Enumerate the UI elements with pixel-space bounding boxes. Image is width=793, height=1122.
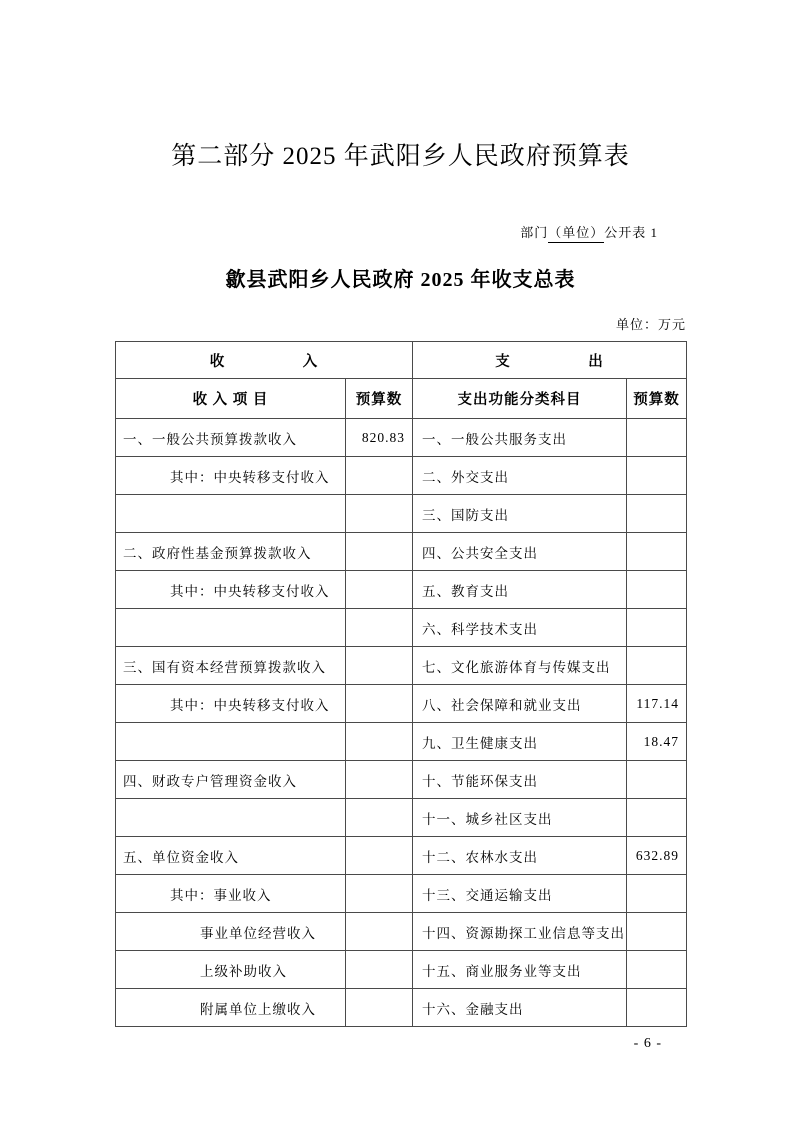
section-title: 第二部分 2025 年武阳乡人民政府预算表 (171, 143, 630, 170)
income-item-cell: 三、国有资本经营预算拨款收入 (116, 647, 346, 685)
expense-budget-cell (627, 609, 687, 647)
expense-budget-cell: 117.14 (627, 685, 687, 723)
income-group-header: 收 入 (116, 342, 413, 379)
income-budget-cell (346, 799, 413, 837)
column-header-row (116, 379, 687, 419)
income-item-cell (116, 495, 346, 533)
expense-budget-cell (627, 419, 687, 457)
income-item-cell (116, 799, 346, 837)
table-row (116, 685, 687, 723)
income-item-cell (116, 723, 346, 761)
income-item-cell: 其中：事业收入 (116, 875, 346, 913)
income-budget-cell (346, 951, 413, 989)
income-budget-cell (346, 533, 413, 571)
expense-item-cell: 十六、金融支出 (413, 989, 627, 1027)
expense-item-cell: 三、国防支出 (413, 495, 627, 533)
expense-budget-cell (627, 951, 687, 989)
unit-note: 单位：万元 (615, 317, 686, 332)
table-row (116, 799, 687, 837)
expense-budget-column-header: 预算数 (627, 379, 687, 419)
expense-group-header: 支 出 (413, 342, 687, 379)
table-row (116, 837, 687, 875)
form-label-suffix: 公开表 1 (604, 225, 658, 240)
expense-item-cell: 四、公共安全支出 (413, 533, 627, 571)
income-item-cell (116, 609, 346, 647)
income-budget-cell (346, 647, 413, 685)
form-label-prefix: 部门 (520, 225, 549, 240)
table-row (116, 875, 687, 913)
form-label (115, 224, 686, 242)
income-item-column-header: 收 入 项 目 (116, 379, 346, 419)
income-budget-cell (346, 571, 413, 609)
income-item-cell: 其中：中央转移支付收入 (116, 571, 346, 609)
expense-budget-cell: 632.89 (627, 837, 687, 875)
form-label-underlined: （单位） (548, 225, 604, 243)
expense-budget-cell (627, 571, 687, 609)
expense-item-cell: 八、社会保障和就业支出 (413, 685, 627, 723)
expense-item-cell: 一、一般公共服务支出 (413, 419, 627, 457)
table-row (116, 609, 687, 647)
table-row (116, 913, 687, 951)
income-budget-cell (346, 723, 413, 761)
expense-item-cell: 十一、城乡社区支出 (413, 799, 627, 837)
income-budget-column-header: 预算数 (346, 379, 413, 419)
table-row (116, 571, 687, 609)
income-budget-cell (346, 761, 413, 799)
expense-budget-cell (627, 989, 687, 1027)
expense-budget-cell (627, 761, 687, 799)
table-body (116, 419, 687, 1027)
expense-item-cell: 九、卫生健康支出 (413, 723, 627, 761)
expense-budget-cell (627, 495, 687, 533)
expense-item-cell: 七、文化旅游体育与传媒支出 (413, 647, 627, 685)
income-budget-cell (346, 685, 413, 723)
expense-budget-cell (627, 799, 687, 837)
table-title: 歙县武阳乡人民政府 2025 年收支总表 (225, 269, 576, 291)
table-row (116, 533, 687, 571)
table-row (116, 419, 687, 457)
expense-item-cell: 十三、交通运输支出 (413, 875, 627, 913)
income-item-cell: 其中：中央转移支付收入 (116, 457, 346, 495)
income-item-cell: 事业单位经营收入 (116, 913, 346, 951)
income-item-cell: 其中：中央转移支付收入 (116, 685, 346, 723)
group-header-row (116, 342, 687, 379)
table-row (116, 761, 687, 799)
table-row (116, 457, 687, 495)
expense-item-cell: 二、外交支出 (413, 457, 627, 495)
expense-item-cell: 十、节能环保支出 (413, 761, 627, 799)
budget-table (115, 341, 687, 1027)
income-item-cell: 一、一般公共预算拨款收入 (116, 419, 346, 457)
table-row (116, 647, 687, 685)
income-budget-cell (346, 457, 413, 495)
income-item-cell: 二、政府性基金预算拨款收入 (116, 533, 346, 571)
expense-item-cell: 十四、资源勘探工业信息等支出 (413, 913, 627, 951)
expense-budget-cell (627, 913, 687, 951)
table-row (116, 951, 687, 989)
table-row (116, 723, 687, 761)
expense-item-cell: 十二、农林水支出 (413, 837, 627, 875)
expense-budget-cell (627, 457, 687, 495)
expense-item-cell: 六、科学技术支出 (413, 609, 627, 647)
income-item-cell: 四、财政专户管理资金收入 (116, 761, 346, 799)
expense-budget-cell: 18.47 (627, 723, 687, 761)
income-budget-cell (346, 837, 413, 875)
page-number: - 6 - (633, 1036, 662, 1051)
expense-item-cell: 五、教育支出 (413, 571, 627, 609)
income-budget-cell (346, 495, 413, 533)
income-budget-cell: 820.83 (346, 419, 413, 457)
expense-budget-cell (627, 533, 687, 571)
income-item-cell: 上级补助收入 (116, 951, 346, 989)
expense-budget-cell (627, 647, 687, 685)
expense-item-cell: 十五、商业服务业等支出 (413, 951, 627, 989)
table-header (116, 342, 687, 419)
expense-budget-cell (627, 875, 687, 913)
income-item-cell: 五、单位资金收入 (116, 837, 346, 875)
expense-item-column-header: 支出功能分类科目 (413, 379, 627, 419)
income-item-cell: 附属单位上缴收入 (116, 989, 346, 1027)
income-budget-cell (346, 875, 413, 913)
income-budget-cell (346, 913, 413, 951)
table-row (116, 495, 687, 533)
income-budget-cell (346, 609, 413, 647)
income-budget-cell (346, 989, 413, 1027)
table-row (116, 989, 687, 1027)
